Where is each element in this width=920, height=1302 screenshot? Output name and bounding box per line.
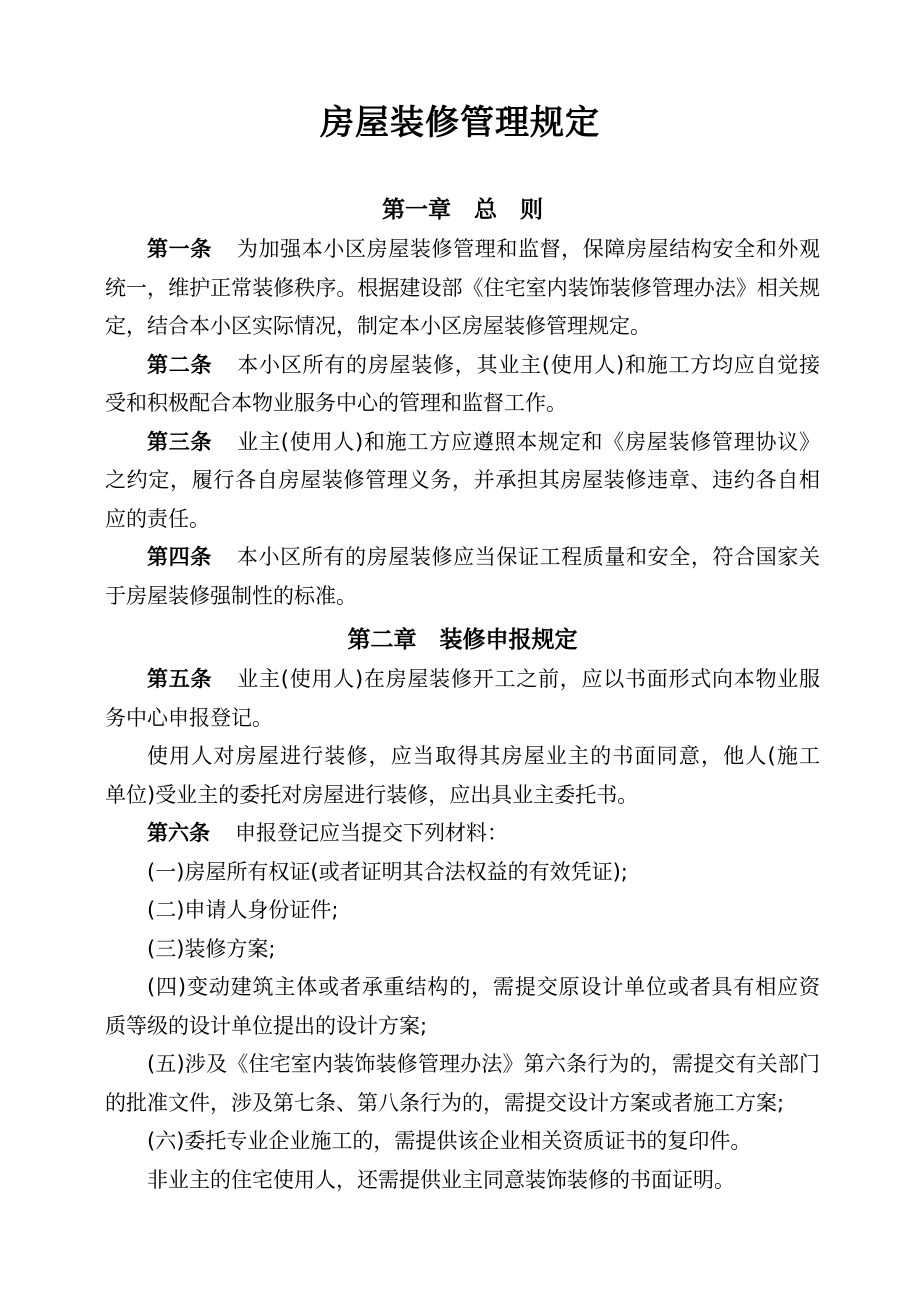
article-label: 第四条 <box>147 545 212 569</box>
text-line: 使用人对房屋进行装修，应当取得其房屋业主的书面同意，他人(施工 <box>147 744 820 768</box>
text-line: 第三条 业主(使用人)和施工方应遵照本规定和《房屋装修管理协议》 <box>147 429 820 454</box>
text-line: 第一条 为加强本小区房屋装修管理和监督，保障房屋结构安全和外观 <box>147 237 821 261</box>
article-block <box>105 814 820 853</box>
paragraph-block <box>105 853 820 892</box>
paragraph-block <box>105 1122 820 1161</box>
paragraph-block <box>105 1161 820 1200</box>
article-block <box>105 538 820 615</box>
text-line: 第四条 本小区所有的房屋装修应当保证工程质量和安全，符合国家关 <box>147 545 821 569</box>
paragraph-block <box>105 891 820 930</box>
text-line: 应的责任。 <box>105 506 210 531</box>
text-line: 单位)受业主的委托对房屋进行装修，应出具业主委托书。 <box>105 782 639 807</box>
article-block <box>105 423 820 539</box>
article-label: 第三条 <box>147 429 213 454</box>
text-line: (四)变动建筑主体或者承重结构的，需提交原设计单位或者具有相应资 <box>147 975 820 999</box>
text-line: 第五条 业主(使用人)在房屋装修开工之前，应以书面形式向本物业服 <box>147 667 820 691</box>
text-line: 第二条 本小区所有的房屋装修，其业主(使用人)和施工方均应自觉接 <box>147 352 820 377</box>
paragraph-block <box>105 1045 820 1122</box>
paragraph-block <box>105 968 820 1045</box>
document-title: 房屋装修管理规定 <box>320 103 600 143</box>
text-line: 质等级的设计单位提出的设计方案; <box>105 1013 428 1038</box>
chapter-heading: 第一章 总 则 <box>382 197 543 223</box>
text-line: 的批准文件，涉及第七条、第八条行为的，需提交设计方案或者施工方案; <box>105 1090 785 1115</box>
text-line: 第六条 申报登记应当提交下列材料： <box>147 821 508 845</box>
chapter-heading: 第二章 装修申报规定 <box>347 627 578 653</box>
text-line: 非业主的住宅使用人，还需提供业主同意装饰装修的书面证明。 <box>147 1167 735 1192</box>
article-label: 第一条 <box>147 237 212 261</box>
text-line: 之约定，履行各自房屋装修管理义务，并承担其房屋装修违章、违约各自相 <box>105 468 820 492</box>
article-label: 第二条 <box>147 352 213 377</box>
text-line: 于房屋装修强制性的标准。 <box>105 583 357 608</box>
article-block <box>105 346 820 423</box>
text-line: 定，结合本小区实际情况，制定本小区房屋装修管理规定。 <box>105 314 651 338</box>
text-line: (一)房屋所有权证(或者证明其合法权益的有效凭证); <box>147 859 628 884</box>
text-line: 务中心申报登记。 <box>105 705 273 730</box>
article-block <box>105 660 820 737</box>
article-label: 第五条 <box>147 667 213 691</box>
text-line: 统一，维护正常装修秩序。根据建设部《住宅室内装饰装修管理办法》相关规 <box>105 275 820 300</box>
text-line: 受和积极配合本物业服务中心的管理和监督工作。 <box>105 391 567 415</box>
text-line: (五)涉及《住宅室内装饰装修管理办法》第六条行为的，需提交有关部门 <box>147 1052 820 1076</box>
text-line: (二)申请人身份证件; <box>147 898 339 922</box>
paragraph-block <box>105 930 820 969</box>
article-block <box>105 230 820 346</box>
paragraph-block <box>105 737 820 814</box>
text-line: (三)装修方案; <box>147 936 276 961</box>
article-label: 第六条 <box>147 821 210 845</box>
text-line: (六)委托专业企业施工的，需提供该企业相关资质证书的复印件。 <box>147 1129 752 1153</box>
document-body <box>0 191 920 1199</box>
